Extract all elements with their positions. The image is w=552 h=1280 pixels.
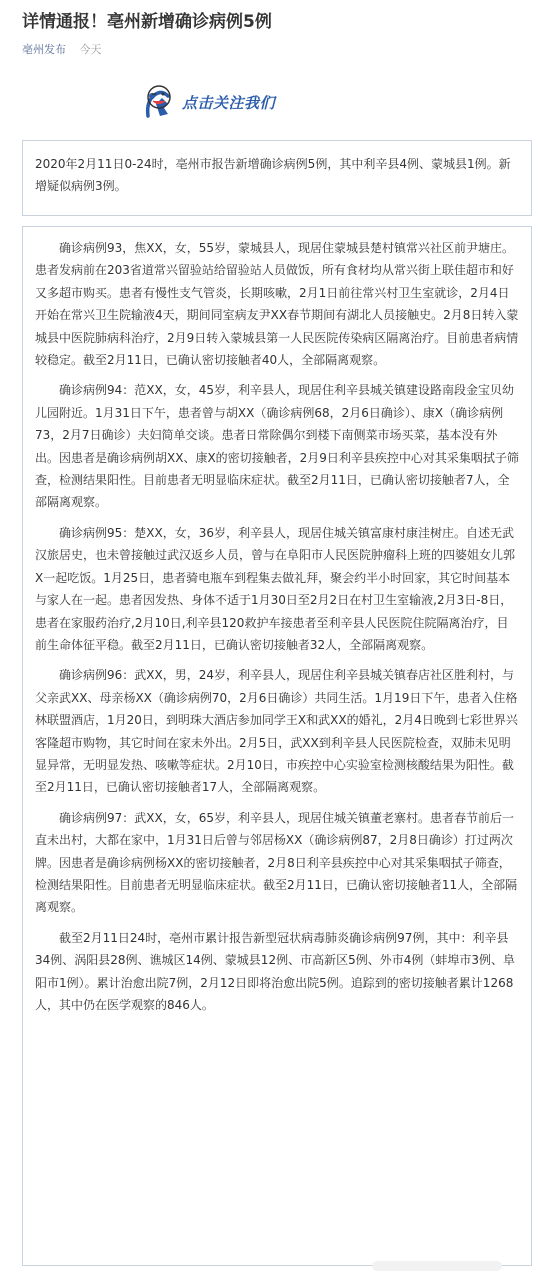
wink-face-icon [142, 82, 176, 112]
article-body [22, 226, 532, 1266]
article-title: 详情通报！亳州新增确诊病例5例 [22, 12, 272, 32]
case-96-paragraph: 确诊病例96：武XX，男，24岁，利辛县人，现居住利辛县城关镇春店社区胜利村，与父亲武XX、母亲杨XX（确诊病例70，2月6日确诊）共同生活。1月19日下午，患者入住格林联盟酒店，1月20日，到明珠大酒店参加同学王X和武XX的婚礼，2月4日晚到七彩世界兴客隆超市购物，其它时间在家未外出。2月5日，武XX到利辛县人民医院检查，双肺未见明显异常，无明显发热、咳嗽等症状。2月10日，市疾控中心实验室检测核酸结果为阳性。截至2月11日，已确认密切接触者17人，全部隔离观察。 [35, 668, 518, 795]
follow-label: 点击关注我们 [182, 94, 276, 112]
watermark-icon [372, 1258, 502, 1274]
case-94-paragraph: 确诊病例94：范XX，女，45岁，利辛县人，现居住利辛县城关镇建设路南段金宝贝幼儿园附近。1月31日下午，患者曾与胡XX（确诊病例68，2月6日确诊）、康X（确诊病例73，2月7日确诊）夫妇简单交谈。患者日常除偶尔到楼下南侧菜市场买菜，基本没有外出。因患者是确诊病例胡XX、康X的密切接触者，2月9日利辛县疾控中心对其采集咽拭子筛查，检测结果阳性。目前患者无明显临床症状。截至2月11日，已确认密切接触者7人，全部隔离观察。 [35, 383, 519, 510]
article-meta [22, 42, 102, 58]
source-link[interactable]: 亳州发布 [22, 43, 66, 56]
case-97-paragraph: 确诊病例97：武XX，女，65岁，利辛县人，现居住城关镇董老寨村。患者春节前后一直未出村，大都在家中，1月31日后曾与邻居杨XX（确诊病例87，2月8日确诊）打过两次牌。因患者是确诊病例杨XX的密切接触者，2月8日利辛县疾控中心对其采集咽拭子筛查，检测结果阳性。目前患者无明显临床症状。截至2月11日，已确认密切接触者11人，全部隔离观察。 [35, 810, 518, 915]
summary-totals-paragraph: 截至2月11日24时，亳州市累计报告新型冠状病毒肺炎确诊病例97例，其中：利辛县34例、涡阳县28例、谯城区14例、蒙城县12例、市高新区5例、外市4例（蚌埠市3例、阜阳市1例）。累计治愈出院7例，2月12日即将治愈出院5例。追踪到的密切接触者累计1268人，其中仍在医学观察的846人。 [35, 930, 515, 1012]
publish-time: 今天 [79, 43, 102, 56]
case-95-paragraph: 确诊病例95：楚XX，女，36岁，利辛县人，现居住城关镇富康村康洼树庄。自述无武汉旅居史，也未曾接触过武汉返乡人员，曾与在阜阳市人民医院肿瘤科上班的四婆姐女儿郭X一起吃饭。1月25日，患者骑电瓶车到程集去做礼拜，聚会约半小时回家，其它时间基本与家人在一起。患者因发热、身体不适于1月30日至2月2日在村卫生室输液,2月3日-8日，患者在家服药治疗,2月10日,利辛县120救护车接患者至利辛县人民医院住院隔离治疗，目前生命体征平稳。截至2月11日，已确认密切接触者32人，全部隔离观察。 [35, 525, 516, 652]
case-93-paragraph: 确诊病例93，焦XX，女，55岁，蒙城县人，现居住蒙城县楚村镇常兴社区前尹塘庄。患者发病前在203省道常兴留验站给留验站人员做饭，所有食材均从常兴街上联佳超市和好又多超市购买。患者有慢性支气管炎，长期咳嗽，2月1日前往常兴村卫生室就诊，2月4日开始在常兴卫生院输液4天，期间同室病友尹XX春节期间有湖北人员接触史。2月8日转入蒙城县中医院肺病科治疗，2月9日转入蒙城县第一人民医院传染病区隔离治疗。目前患者病情较稳定。截至2月11日，已确认密切接触者40人，全部隔离观察。 [35, 241, 519, 368]
follow-banner[interactable] [142, 82, 338, 124]
summary-box: 2020年2月11日0-24时，亳州市报告新增确诊病例5例，其中利辛县4例、蒙城县1例。新增疑似病例3例。 [22, 140, 532, 216]
